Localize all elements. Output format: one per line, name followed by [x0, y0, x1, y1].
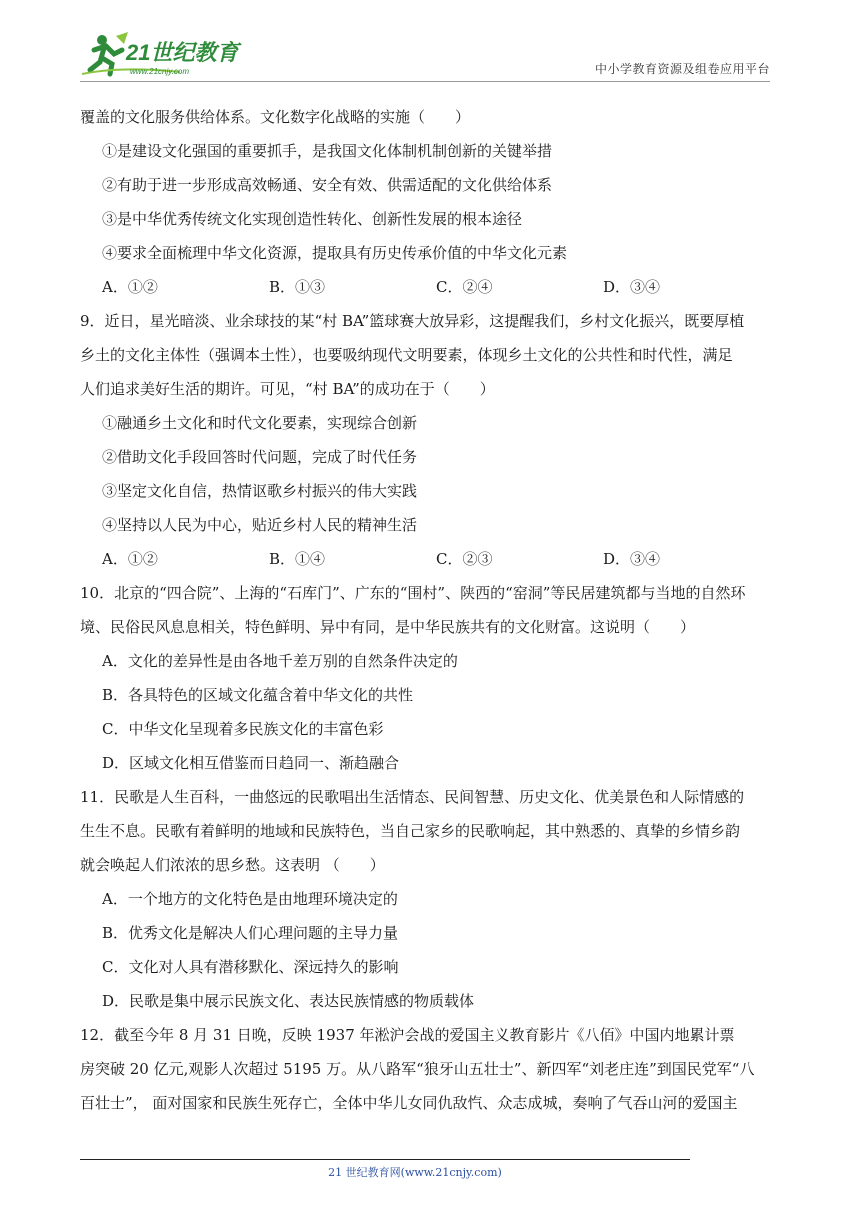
q11-option-b[interactable]: B．优秀文化是解决人们心理问题的主导力量	[102, 924, 399, 942]
question-9-stem-3: 人们追求美好生活的期许。可见，“村 BA”的成功在于（ ）	[80, 380, 495, 398]
header-divider	[80, 81, 770, 82]
q10-option-a[interactable]: A．文化的差异性是由各地千差万别的自然条件决定的	[102, 652, 458, 670]
q8-options	[80, 270, 780, 304]
q10-option-b[interactable]: B．各具特色的区域文化蕴含着中华文化的共性	[102, 686, 414, 704]
question-12-stem-3: 百壮士”， 面对国家和民族生死存亡，全体中华儿女同仇敌忾、众志成城，奏响了气吞山河的爱国主	[80, 1094, 738, 1112]
svg-text:21世纪教育: 21世纪教育	[126, 40, 239, 65]
q11-option-c[interactable]: C．文化对人具有潜移默化、深远持久的影响	[102, 958, 399, 976]
question-11-stem-1: 11．民歌是人生百科，一曲悠远的民歌唱出生活情态、民间智慧、历史文化、优美景色和人际情感的	[80, 788, 745, 806]
site-logo	[80, 28, 280, 80]
q11-option-d[interactable]: D．民歌是集中展示民族文化、表达民族情感的物质载体	[102, 992, 475, 1010]
question-8-stem-end: 覆盖的文化服务供给体系。文化数字化战略的实施（ ）	[80, 108, 471, 126]
question-9-stem-1: 9．近日，星光暗淡、业余球技的某“村 BA”篮球赛大放异彩，这提醒我们，乡村文化振兴，既要厚植	[80, 312, 745, 330]
q8-statement-1: ①是建设文化强国的重要抓手，是我国文化体制机制创新的关键举措	[102, 142, 553, 160]
q10-option-d[interactable]: D．区域文化相互借鉴而日趋同一、渐趋融合	[102, 754, 400, 772]
question-11-stem-3: 就会唤起人们浓浓的思乡愁。这表明 （ ）	[80, 856, 385, 874]
q8-option-c[interactable]: C．②④	[436, 278, 493, 296]
q11-option-a[interactable]: A．一个地方的文化特色是由地理环境决定的	[102, 890, 398, 908]
question-11-stem-2: 生生不息。民歌有着鲜明的地域和民族特色，当自己家乡的民歌响起，其中熟悉的、真挚的乡情乡韵	[80, 822, 741, 840]
q8-statement-4: ④要求全面梳理中华文化资源，提取具有历史传承价值的中华文化元素	[102, 244, 568, 262]
q9-statement-3: ③坚定文化自信，热情讴歌乡村振兴的伟大实践	[102, 482, 418, 500]
platform-name: 中小学教育资源及组卷应用平台	[594, 62, 770, 76]
q8-statement-3: ③是中华优秀传统文化实现创造性转化、创新性发展的根本途径	[102, 210, 523, 228]
question-content	[80, 100, 780, 1120]
q9-option-c[interactable]: C．②③	[436, 550, 493, 568]
svg-text:www.21cnjy.com: www.21cnjy.com	[130, 67, 189, 76]
q8-option-a[interactable]: A．①②	[102, 278, 158, 296]
question-12-stem-1: 12．截至今年 8 月 31 日晚，反映 1937 年淞沪会战的爱国主义教育影片《八佰》中国内地累计票	[80, 1026, 735, 1044]
q9-option-a[interactable]: A．①②	[102, 550, 158, 568]
q8-statement-2: ②有助于进一步形成高效畅通、安全有效、供需适配的文化供给体系	[102, 176, 553, 194]
footer-divider	[80, 1159, 690, 1160]
question-9-stem-2: 乡土的文化主体性（强调本土性），也要吸纳现代文明要素，体现乡土文化的公共性和时代性，满足	[80, 346, 733, 364]
q8-option-d[interactable]: D．③④	[603, 278, 661, 296]
page-header	[80, 28, 770, 80]
q9-statement-1: ①融通乡土文化和时代文化要素，实现综合创新	[102, 414, 418, 432]
question-10-stem-1: 10．北京的“四合院”、上海的“石库门”、广东的“围村”、陕西的“窑洞”等民居建筑都与当地的自然环	[80, 584, 746, 602]
q8-option-b[interactable]: B．①③	[269, 278, 326, 296]
page-footer	[0, 1164, 770, 1180]
q9-options	[80, 542, 780, 576]
question-10-stem-2: 境、民俗民风息息相关，特色鲜明、异中有同，是中华民族共有的文化财富。这说明（ ）	[80, 618, 696, 636]
q10-option-c[interactable]: C．中华文化呈现着多民族文化的丰富色彩	[102, 720, 384, 738]
q9-option-b[interactable]: B．①④	[269, 550, 326, 568]
footer-link[interactable]: 21 世纪教育网(www.21cnjy.com)	[328, 1166, 502, 1179]
q9-statement-4: ④坚持以人民为中心，贴近乡村人民的精神生活	[102, 516, 418, 534]
q9-statement-2: ②借助文化手段回答时代问题，完成了时代任务	[102, 448, 418, 466]
q9-option-d[interactable]: D．③④	[603, 550, 661, 568]
question-12-stem-2: 房突破 20 亿元,观影人次超过 5195 万。从八路军“狼牙山五壮士”、新四军“刘老庄连”到国民党军“八	[80, 1060, 755, 1078]
